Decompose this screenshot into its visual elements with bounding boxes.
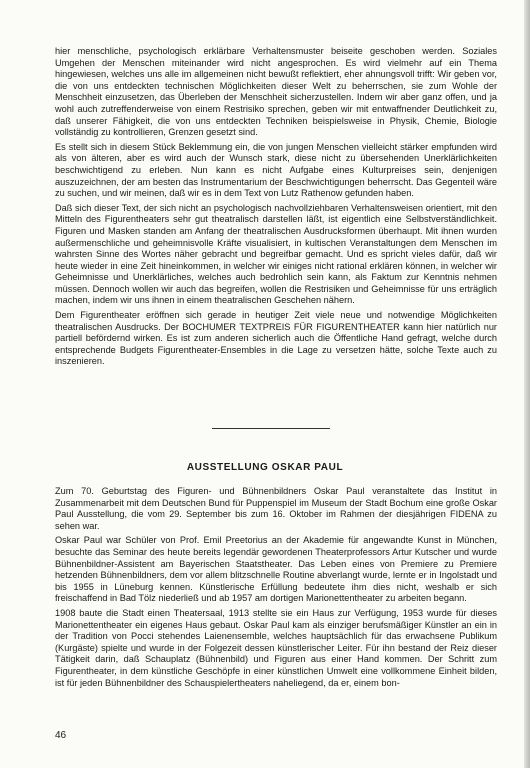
paragraph: Zum 70. Geburtstag des Figuren- und Bühnenbildners Oskar Paul veranstaltete das Institut in Zusammenarbeit mit dem Deutschen Bund für Puppenspiel im Museum der Stadt Bochum eine große Oskar Paul Ausstellung, die vom 29. September bis zum 16. Oktober im Rahmen der diesjährigen FIDENA zu sehen war. <box>55 486 497 531</box>
body-text-bottom <box>55 486 497 692</box>
section-heading: AUSSTELLUNG OSKAR PAUL <box>186 462 344 473</box>
paragraph: Dem Figurentheater eröffnen sich gerade in heutiger Zeit viele neue und notwendige Möglichkeiten theatralischen Ausdrucks. Der BOCHUMER TEXTPREIS FÜR FIGURENTHEATER kann hier natürlich nur partiell befördernd wirken. Es ist zum anderen sicherlich auch die Öffentliche Hand gefragt, welche durch entsprechende Budgets Figurentheater-Ensembles in die Lage zu versetzen hätte, solche Texte auch zu inszenieren. <box>55 310 497 367</box>
paragraph: Daß sich dieser Text, der sich nicht an psychologisch nachvollziehbaren Verhaltensweisen orientiert, mit den Mitteln des Figurentheaters sehr gut theatralisch darstellen läßt, ist eigentlich eine Selbstverständlichkeit. Figuren und Masken standen am Anfang der theatralischen Ausdrucksformen überhaupt. Mit ihnen wurden außermenschliche und geheimnisvolle Kräfte visualisiert, in kultischen Veranstaltungen dem Menschen im wahrsten Sinne des Wortes näher gebracht und begreifbar gemacht. Und es spricht vieles dafür, daß wir heute wieder in eine Zeit hineinkommen, in welcher wir einiges nicht rational erklären können, in welcher wir Geheimnisse und Unerklärliches, welches auch bedrohlich sein kann, als Faktum zur Kenntnis nehmen müssen. Dennoch wollen wir auch das begreifen, wollen die Restrisiken und Geheimnisse für uns erträglich machen, indem wir uns ihnen in einem theatralischen Geschehen nähern. <box>55 202 497 306</box>
page-number: 46 <box>55 730 67 741</box>
section-divider <box>212 428 330 429</box>
body-text-top <box>55 46 497 371</box>
page-edge-shadow <box>524 0 530 768</box>
paragraph: hier menschliche, psychologisch erklärbare Verhaltensmuster beiseite geschoben werden. Soziales Umgehen der Menschen miteinander wird nicht angesprochen. Es wird vielmehr auf ein Thema hingewiesen, welches uns alle im allgemeinen nicht bewußt reflektiert, eher ahnungsvoll trifft: Wir geben vor, die von uns entdeckten technischen Möglichkeiten dieser Welt zu beherrschen, sie zum Wohle der Menschheit einzusetzen, das Überleben der Menschheit sicherzustellen. Indem wir aber ganz offen, und ja wohl auch zutreffenderweise von einem Restrisiko sprechen, geben wir mit entwaffnender Deutlichkeit zu, daß unserer Fähigkeit, die von uns entdeckten Techniken beispielsweise in Physik, Chemie, Biologie vollständig zu kontrollieren, Grenzen gesetzt sind. <box>55 46 497 138</box>
paragraph: 1908 baute die Stadt einen Theatersaal, 1913 stellte sie ein Haus zur Verfügung, 1953 wurde für dieses Marionettentheater ein eigenes Haus gebaut. Oskar Paul kam als einziger berufsmäßiger Künstler an ein in der Tradition von Pocci stehendes Laienensemble, welches hauptsächlich für das erwachsene Publikum (Kurgäste) spielte und wurde in der Folgezeit dessen künstlerischer Leiter. Für ihn bestand der Reiz dieser Tätigkeit darin, daß Schauplatz (Bühnenbild) und Figuren aus einer Hand kommen. Der Schritt zum Figurentheater, in dem künstliche Geschöpfe in einer künstlichen Umwelt eine vollkommene Einheit bilden, ist für jeden Bühnenbildner des Schauspielertheaters naheliegend, da er, einem bon- <box>55 607 497 688</box>
paragraph: Es stellt sich in diesem Stück Beklemmung ein, die von jungen Menschen vielleicht stärker empfunden wird als von älteren, aber es wird auch der Wunsch stark, diese nicht zu übersehenden Unerklärlichkeiten beschwichtigend zu erleben. Nun kann es nicht Aufgabe eines Kulturpreises sein, denjenigen auszuzeichnen, der am besten das Instrumentarium der Beschwichtigungen beherrscht. Das Gegenteil wäre zu suchen, und wir meinen, daß wir es in dem Text von Lutz Rathenow gefunden haben. <box>55 141 497 199</box>
paragraph: Oskar Paul war Schüler von Prof. Emil Preetorius an der Akademie für angewandte Kunst in München, besuchte das Seminar des heute bereits legendär gewordenen Theaterprofessors Artur Kutscher und wurde Bühnenbildner-Assistent am Bayerischen Staatstheater. Das Leben eines von Premiere zu Premiere hetzenden Bühnenbildners, dem vor allem blitzschnelle Routine abverlangt wurde, lernte er in Ingolstadt und bis 1955 in Lüneburg kennen. Künstlerische Erfüllung bedeutete ihm dies nicht, weshalb er sich freischaffend in Bad Tölz niederließ und ab 1957 am dortigen Marionettentheater zu arbeiten begann. <box>55 535 497 604</box>
